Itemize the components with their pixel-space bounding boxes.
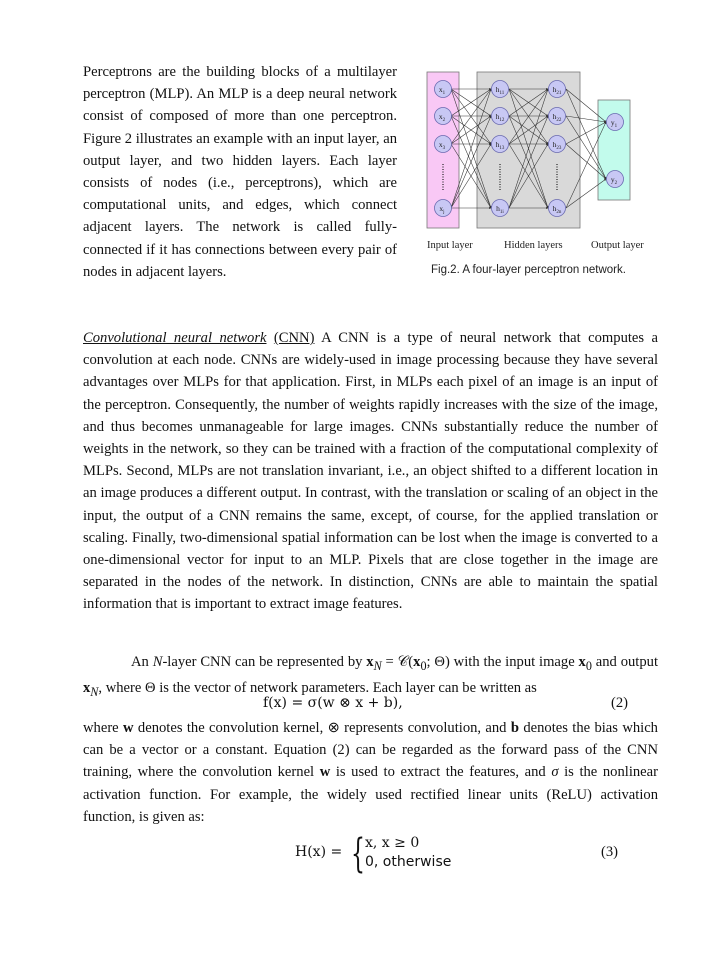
cnn-abbrev: (CNN) <box>273 330 315 346</box>
math-sub: 0 <box>420 658 427 673</box>
output-layer-label: Output layer <box>591 240 644 251</box>
text: and output <box>591 654 658 670</box>
svg-text:h23: $h_{23}$ <box>552 140 562 151</box>
svg-text:x3: $x_3$ <box>438 140 446 151</box>
svg-text:y1: $y_1$ <box>610 118 618 129</box>
svg-text:h21: $h_{21}$ <box>552 85 562 96</box>
svg-text:h2n: $h_{2n}$ <box>552 204 562 215</box>
input-layer-label: Input layer <box>427 240 473 251</box>
math-sub: N <box>373 658 382 673</box>
cnn-heading: Convolutional neural network <box>83 330 267 346</box>
math: = 𝒞( <box>381 654 414 670</box>
svg-text:x1: $x_1$ <box>438 85 446 96</box>
svg-text:x2: $x_2$ <box>438 112 446 123</box>
equation-3-number: (3) <box>600 844 618 860</box>
figure-caption: Fig.2. A four-layer perceptron network. <box>431 264 626 276</box>
brace: { <box>351 831 365 877</box>
equation-2 <box>83 695 658 717</box>
svg-text:xj: $x_j$ <box>439 204 445 215</box>
math: ; Θ) <box>426 654 450 670</box>
equation-3-lhs: H(x) = <box>295 844 343 860</box>
svg-text:h12: $h_{12}$ <box>495 112 505 123</box>
math-sub: 0 <box>585 658 592 673</box>
equation-2-number: (2) <box>610 695 628 711</box>
cnn-body: A CNN is a type of neural network that computes a convolution at each node. CNNs are widely-used in image processing because they have several advantages over MLPs for that application. First, in MLPs each pixel of an image is an input of the perceptron. Consequently, the number of weights rapidly increases with the size of the image, and thus becomes unmanageable for large images. CNNs substantially reduce the number of weights in the network, so they can be trained with a fraction of the computational complexity of MLPs. Second, MLPs are not translation invariant, i.e., an object shifted to a different location in an image produces a different output. In contrast, with the translation or scaling of an object in the input, the output of a CNN remains the same, except, of course, for the applied translation or scaling. Finally, two-dimensional spatial information can be lost when the image is converted to a one-dimensional vector for input to an MLP. Pixels that are close together in the image are separated in the nodes of the network. In distinction, CNNs are able to maintain the spatial information that is important to extract image features. <box>83 330 658 613</box>
where-paragraph <box>83 717 658 828</box>
text: -layer CNN can be represented by <box>162 654 367 670</box>
text: , where Θ is the vector of network parameters. Each layer can be written as <box>98 680 537 697</box>
svg-text:h11: $h_{11}$ <box>495 85 505 96</box>
equation-2-formula: f(x) = σ(w ⊗ x + b), <box>263 695 403 711</box>
math-sub: N <box>90 685 99 700</box>
math-x: x <box>83 680 91 697</box>
math-N: N <box>152 654 163 670</box>
svg-text:h13: $h_{13}$ <box>495 140 505 151</box>
svg-text:h22: $h_{22}$ <box>552 112 562 123</box>
equation-3-case1: x, x ≥ 0 <box>365 835 420 851</box>
text: where <box>83 720 124 736</box>
text: An <box>131 654 153 670</box>
hidden-layers-label: Hidden layers <box>504 240 563 251</box>
text: is used to extract the features, and <box>330 764 552 781</box>
intro-paragraph: Perceptrons are the building blocks of a multilayer perceptron (MLP). An MLP is a deep neural network consist of composed of more than one perceptron. Figure 2 illustrates an example with an input layer, an output layer, and two hidden layers. Each layer consists of nodes (i.e., perceptrons), which are computational units, and edges, which connect adjacent layers. The network is called fully-connected if it has connections between every pair of nodes in adjacent layers. <box>83 64 397 280</box>
svg-text:y2: $y_2$ <box>610 175 618 186</box>
math-w: w <box>319 764 331 781</box>
math-x: x <box>578 654 586 670</box>
math-x: x <box>366 654 374 670</box>
perceptron-network-figure <box>420 68 652 283</box>
equation-3-case2: 0, otherwise <box>365 854 452 870</box>
svg-text:h1i: $h_{1i}$ <box>496 204 504 215</box>
math-b: b <box>510 720 519 736</box>
text: with the input image <box>449 654 579 670</box>
cnn-paragraph <box>83 327 658 616</box>
text: denotes the convolution kernel, ⊗ represents convolution, and <box>133 720 511 736</box>
math-sigma: σ <box>551 764 559 781</box>
equation-3 <box>83 831 658 877</box>
math-w: w <box>123 720 134 736</box>
text: denotes the bias which can be a vector or a constant. Equation (2) can be regarded as the forward pass of the CNN training, where the convolution kernel <box>83 720 658 781</box>
math-x: x <box>413 654 421 670</box>
text: is the nonlinear activation function. For example, the widely used rectified linear units (ReLU) activation function, is given as: <box>83 764 658 825</box>
